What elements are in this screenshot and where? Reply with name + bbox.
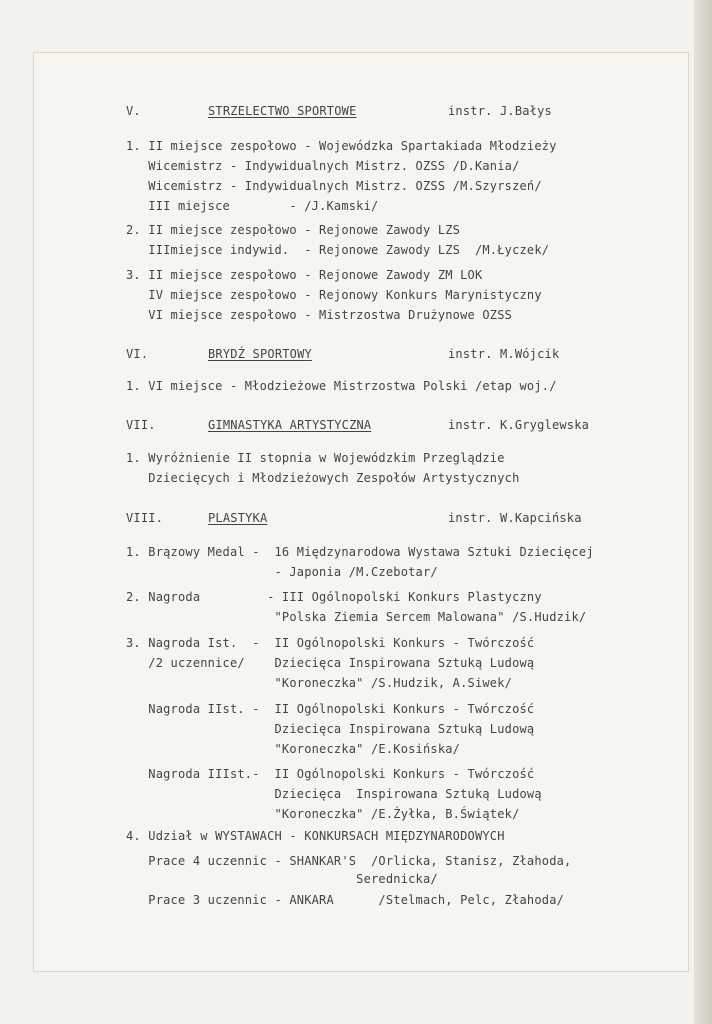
section-number: V. xyxy=(126,104,141,118)
list-item: Prace 3 uczennic - ANKARA /Stelmach, Pelc, Złahoda/ xyxy=(126,893,565,907)
list-item: 3. Nagroda Ist. - II Ogólnopolski Konkurs - Twórczość xyxy=(126,636,535,650)
section-number: VIII. xyxy=(126,511,164,525)
list-item: 1. VI miejsce - Młodzieżowe Mistrzostwa Polski /etap woj./ xyxy=(126,379,557,393)
list-item: Dziecięcych i Młodzieżowych Zespołów Artystycznych xyxy=(126,471,520,485)
section-instructor: instr. J.Bałys xyxy=(448,104,552,118)
section-title: STRZELECTWO SPORTOWE xyxy=(208,104,357,118)
list-item: 1. II miejsce zespołowo - Wojewódzka Spartakiada Młodzieży xyxy=(126,139,557,153)
section-title: BRYDŻ SPORTOWY xyxy=(208,347,312,361)
list-item: Wicemistrz - Indywidualnych Mistrz. OZSS /D.Kania/ xyxy=(126,159,520,173)
list-item: Nagroda IIIst.- II Ogólnopolski Konkurs - Twórczość xyxy=(126,767,535,781)
list-item: VI miejsce zespołowo - Mistrzostwa Drużynowe OZSS xyxy=(126,308,513,322)
list-item: Prace 4 uczennic - SHANKAR'S /Orlicka, Stanisz, Złahoda, xyxy=(126,854,572,868)
section-instructor: instr. M.Wójcik xyxy=(448,347,560,361)
list-item: 4. Udział w WYSTAWACH - KONKURSACH MIĘDZYNARODOWYCH xyxy=(126,829,505,843)
list-item: 1. Brązowy Medal - 16 Międzynarodowa Wystawa Sztuki Dziecięcej xyxy=(126,545,594,559)
section-number: VI. xyxy=(126,347,149,361)
list-item: 1. Wyróżnienie II stopnia w Wojewódzkim Przeglądzie xyxy=(126,451,505,465)
list-item: "Koroneczka" /S.Hudzik, A.Siwek/ xyxy=(126,676,513,690)
list-item: 2. Nagroda - III Ogólnopolski Konkurs Plastyczny xyxy=(126,590,542,604)
page-shadow xyxy=(694,0,712,1024)
list-item: Wicemistrz - Indywidualnych Mistrz. OZSS /M.Szyrszeń/ xyxy=(126,179,542,193)
section-title: GIMNASTYKA ARTYSTYCZNA xyxy=(208,418,372,432)
list-item: Dziecięca Inspirowana Sztuką Ludową xyxy=(126,787,542,801)
list-item: IIImiejsce indywid. - Rejonowe Zawody LZS /M.Łyczek/ xyxy=(126,243,550,257)
list-item: "Koroneczka" /E.Żyłka, B.Świątek/ xyxy=(126,807,520,821)
section-instructor: instr. W.Kapcińska xyxy=(448,511,582,525)
list-item: 2. II miejsce zespołowo - Rejonowe Zawody LZS xyxy=(126,223,461,237)
section-title: PLASTYKA xyxy=(208,511,268,525)
list-item: - Japonia /M.Czebotar/ xyxy=(126,565,438,579)
list-item: III miejsce - /J.Kamski/ xyxy=(126,199,379,213)
section-number: VII. xyxy=(126,418,156,432)
list-item: IV miejsce zespołowo - Rejonowy Konkurs Marynistyczny xyxy=(126,288,542,302)
list-item: /2 uczennice/ Dziecięca Inspirowana Sztuką Ludową xyxy=(126,656,535,670)
list-item: Nagroda IIst. - II Ogólnopolski Konkurs - Twórczość xyxy=(126,702,535,716)
list-item: Dziecięca Inspirowana Sztuką Ludową xyxy=(126,722,535,736)
list-item: 3. II miejsce zespołowo - Rejonowe Zawody ZM LOK xyxy=(126,268,483,282)
section-instructor: instr. K.Gryglewska xyxy=(448,418,590,432)
list-item: "Polska Ziemia Sercem Malowana" /S.Hudzik/ xyxy=(126,610,587,624)
list-item: Seredniсka/ xyxy=(126,872,438,886)
list-item: "Koroneczka" /E.Kosińska/ xyxy=(126,742,461,756)
